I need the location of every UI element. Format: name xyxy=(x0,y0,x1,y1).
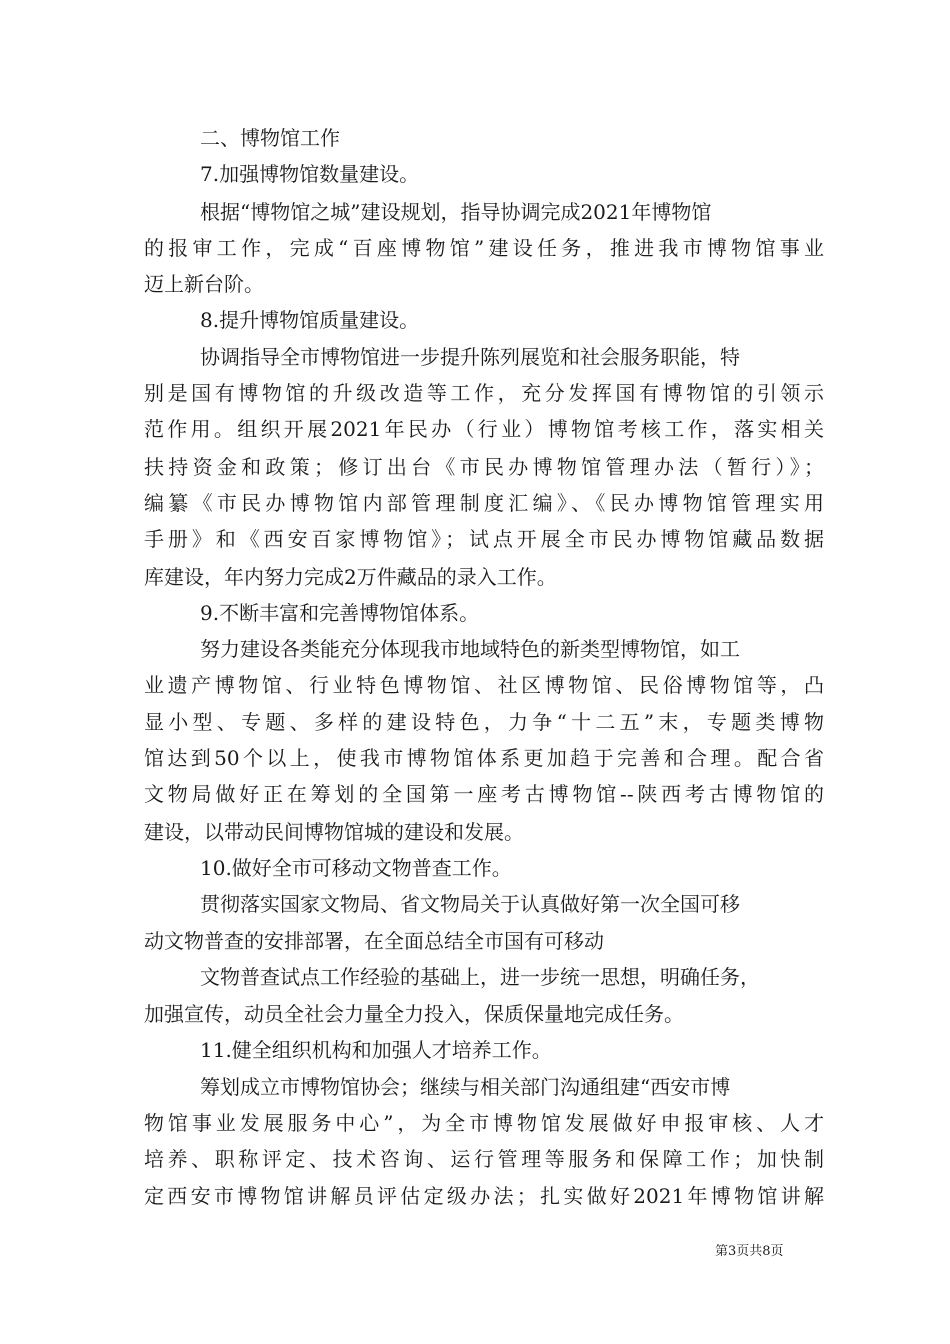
paragraph-line: 扶持资金和政策；修订出台《市民办博物馆管理办法（暂行）》； xyxy=(144,455,824,479)
paragraph-line: 根据“博物馆之城”建设规划，指导协调完成2021年博物馆 xyxy=(200,200,712,224)
paragraph-line: 馆达到50个以上，使我市博物馆体系更加趋于完善和合理。配合省 xyxy=(144,746,824,770)
paragraph-line: 文物局做好正在筹划的全国第一座考古博物馆--陕西考古博物馆的 xyxy=(144,782,824,806)
paragraph-line: 范作用。组织开展2021年民办（行业）博物馆考核工作，落实相关 xyxy=(144,417,824,441)
section-title: 二、博物馆工作 xyxy=(200,126,340,150)
paragraph-line: 手册》和《西安百家博物馆》；试点开展全市民办博物馆藏品数据 xyxy=(144,527,824,551)
item-heading: 11.健全组织机构和加强人才培养工作。 xyxy=(200,1038,552,1062)
paragraph-line: 建设，以带动民间博物馆城的建设和发展。 xyxy=(144,820,524,844)
paragraph-line: 定西安市博物馆讲解员评估定级办法；扎实做好2021年博物馆讲解 xyxy=(144,1184,824,1208)
paragraph-line: 培养、职称评定、技术咨询、运行管理等服务和保障工作；加快制 xyxy=(144,1147,824,1171)
paragraph-line: 的报审工作，完成“百座博物馆”建设任务，推进我市博物馆事业 xyxy=(144,236,824,260)
item-heading: 10.做好全市可移动文物普查工作。 xyxy=(200,856,512,880)
paragraph-line: 物馆事业发展服务中心”，为全市博物馆发展做好申报审核、人才 xyxy=(144,1111,824,1135)
item-heading: 8.提升博物馆质量建设。 xyxy=(200,308,420,332)
paragraph-line: 协调指导全市博物馆进一步提升陈列展览和社会服务职能，特 xyxy=(200,345,740,369)
paragraph-line: 加强宣传，动员全社会力量全力投入，保质保量地完成任务。 xyxy=(144,1002,684,1026)
paragraph-line: 贯彻落实国家文物局、省文物局关于认真做好第一次全国可移 xyxy=(200,892,740,916)
item-heading: 9.不断丰富和完善博物馆体系。 xyxy=(200,601,480,625)
paragraph-line: 迈上新台阶。 xyxy=(144,272,264,296)
paragraph-line: 努力建设各类能充分体现我市地域特色的新类型博物馆，如工 xyxy=(200,637,740,661)
paragraph-line: 别是国有博物馆的升级改造等工作，充分发挥国有博物馆的引领示 xyxy=(144,381,824,405)
paragraph-line: 业遗产博物馆、行业特色博物馆、社区博物馆、民俗博物馆等，凸 xyxy=(144,673,824,697)
paragraph-line: 筹划成立市博物馆协会；继续与相关部门沟通组建“西安市博 xyxy=(200,1075,731,1099)
paragraph-line: 文物普查试点工作经验的基础上，进一步统一思想，明确任务， xyxy=(200,965,760,989)
page-number: 第3页共8页 xyxy=(715,1244,784,1259)
paragraph-line: 编纂《市民办博物馆内部管理制度汇编》、《民办博物馆管理实用 xyxy=(144,491,824,515)
paragraph-line: 显小型、专题、多样的建设特色，力争“十二五”末，专题类博物 xyxy=(144,710,824,734)
paragraph-line: 动文物普查的安排部署，在全面总结全市国有可移动 xyxy=(144,929,604,953)
item-heading: 7.加强博物馆数量建设。 xyxy=(200,162,420,186)
paragraph-line: 库建设，年内努力完成2万件藏品的录入工作。 xyxy=(144,565,557,589)
